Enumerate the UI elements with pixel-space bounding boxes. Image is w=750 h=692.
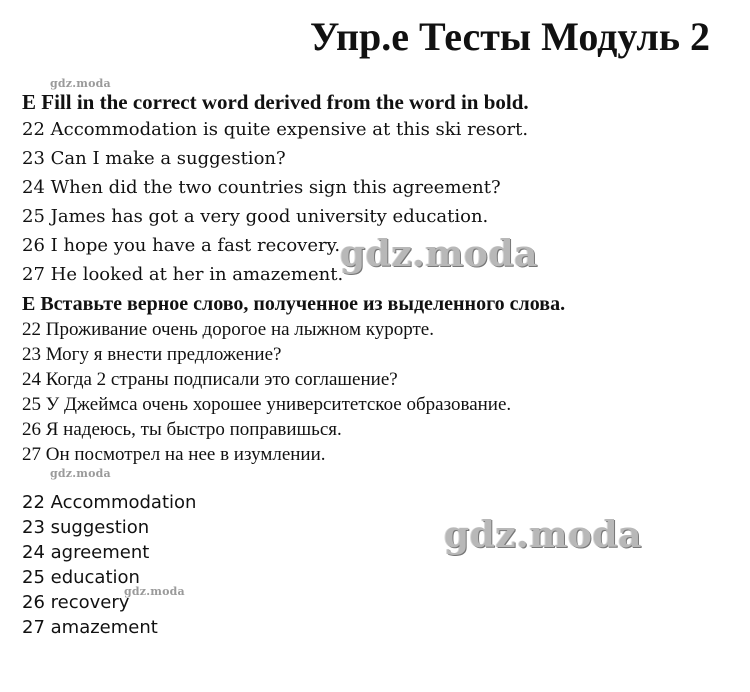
russian-item: 22 Проживание очень дорогое на лыжном курорте.	[22, 319, 434, 340]
answer-item: 27 amazement	[22, 617, 158, 638]
russian-item: 27 Он посмотрел на нее в изумлении.	[22, 444, 326, 465]
english-heading: E Fill in the correct word derived from the word in bold.	[22, 90, 529, 114]
watermark-large: gdz.moda	[444, 514, 642, 556]
answer-item: 23 suggestion	[22, 517, 150, 538]
answer-item: 26 recovery	[22, 592, 130, 613]
russian-item: 26 Я надеюсь, ты быстро поправишься.	[22, 419, 342, 440]
watermark-small: gdz.moda	[50, 77, 111, 90]
english-item: 22 Accommodation is quite expensive at this ski resort.	[22, 119, 529, 140]
russian-item: 25 У Джеймса очень хорошее университетское образование.	[22, 394, 512, 415]
answer-item: 22 Accommodation	[22, 492, 197, 513]
watermark-large: gdz.moda	[340, 233, 538, 275]
watermark-small: gdz.moda	[50, 467, 111, 480]
english-item: 23 Can I make a suggestion?	[22, 148, 286, 169]
english-item: 24 When did the two countries sign this agreement?	[22, 177, 501, 198]
watermark-small: gdz.moda	[124, 585, 185, 598]
russian-heading: E Вставьте верное слово, полученное из выделенного слова.	[22, 293, 566, 315]
answer-item: 24 agreement	[22, 542, 150, 563]
english-item: 26 I hope you have a fast recovery.	[22, 235, 341, 256]
answer-item: 25 education	[22, 567, 140, 588]
page-title: Упр.e Тесты Модуль 2	[309, 14, 710, 59]
english-item: 27 He looked at her in amazement.	[22, 264, 344, 285]
english-item: 25 James has got a very good university education.	[22, 206, 489, 227]
russian-item: 24 Когда 2 страны подписали это соглашение?	[22, 369, 398, 390]
russian-item: 23 Могу я внести предложение?	[22, 344, 282, 365]
